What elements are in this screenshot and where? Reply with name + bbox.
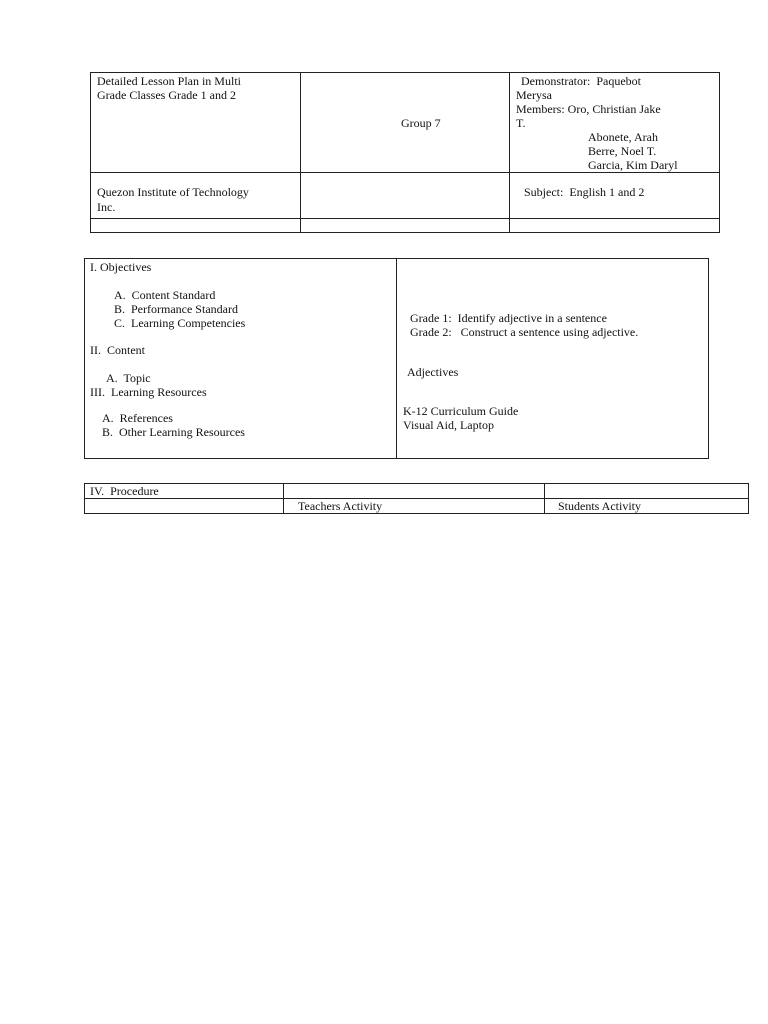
lesson-plan-title-line1: Detailed Lesson Plan in Multi bbox=[97, 74, 241, 88]
topic-value: Adjectives bbox=[407, 365, 459, 379]
group-label: Group 7 bbox=[401, 116, 441, 130]
plan-col-divider bbox=[396, 258, 397, 459]
subject-label: Subject: English 1 and 2 bbox=[524, 185, 645, 199]
topic-item: A. Topic bbox=[106, 371, 151, 385]
performance-standard-item: B. Performance Standard bbox=[114, 302, 238, 316]
school-name-line2: Inc. bbox=[97, 200, 116, 214]
grade2-objective: Grade 2: Construct a sentence using adjective. bbox=[410, 325, 639, 339]
grade1-objective: Grade 1: Identify adjective in a sentence bbox=[410, 311, 607, 325]
procedure-row-divider bbox=[84, 498, 749, 499]
member-berre: Berre, Noel T. bbox=[588, 144, 657, 158]
header-row-divider-1 bbox=[90, 172, 720, 173]
members-line2: T. bbox=[516, 116, 526, 130]
references-value: K-12 Curriculum Guide bbox=[403, 404, 519, 418]
other-resources-value: Visual Aid, Laptop bbox=[403, 418, 494, 432]
header-col-divider-2 bbox=[509, 72, 510, 233]
teachers-activity-header: Teachers Activity bbox=[298, 499, 383, 513]
demonstrator-line2: Merysa bbox=[516, 88, 552, 102]
member-abonete: Abonete, Arah bbox=[588, 130, 658, 144]
content-heading: II. Content bbox=[90, 343, 145, 357]
learning-competencies-item: C. Learning Competencies bbox=[114, 316, 246, 330]
school-name-line1: Quezon Institute of Technology bbox=[97, 185, 249, 199]
member-garcia: Garcia, Kim Daryl bbox=[588, 158, 678, 172]
members-line1: Members: Oro, Christian Jake bbox=[516, 102, 661, 116]
header-col-divider-1 bbox=[300, 72, 301, 233]
demonstrator-line1: Demonstrator: Paquebot bbox=[521, 74, 641, 88]
references-item: A. References bbox=[102, 411, 173, 425]
students-activity-header: Students Activity bbox=[558, 499, 642, 513]
other-learning-resources-item: B. Other Learning Resources bbox=[102, 425, 245, 439]
learning-resources-heading: III. Learning Resources bbox=[90, 385, 207, 399]
content-standard-item: A. Content Standard bbox=[114, 288, 216, 302]
lesson-plan-title-line2: Grade Classes Grade 1 and 2 bbox=[97, 88, 236, 102]
objectives-heading: I. Objectives bbox=[90, 260, 152, 274]
header-row-divider-2 bbox=[90, 218, 720, 219]
procedure-heading: IV. Procedure bbox=[90, 484, 159, 498]
